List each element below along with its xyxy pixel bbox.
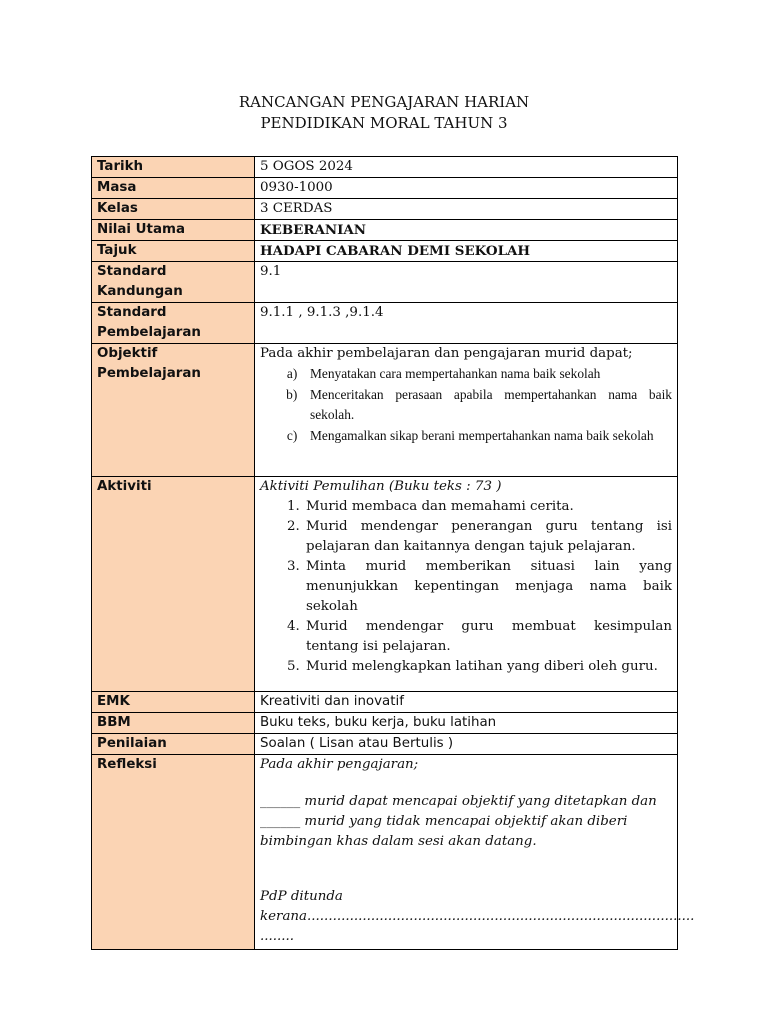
refleksi-line-5: PdP ditunda: [260, 889, 343, 904]
aktiviti-heading: Aktiviti Pemulihan (Buku teks : 73 ): [260, 479, 502, 494]
row-kelas: [92, 199, 678, 220]
aktiviti-item: 3. Minta murid memberikan situasi lain yang menunjukkan kepentingan menjaga nama baik sekolah: [304, 557, 672, 617]
row-penilaian: [92, 734, 678, 755]
value-aktiviti: [255, 477, 678, 692]
aktiviti-item: 1. Murid membaca dan memahami cerita.: [304, 497, 672, 517]
label-tarikh: Tarikh: [92, 157, 255, 178]
refleksi-line-3: ______ murid yang tidak mencapai objektif akan diberi: [260, 814, 628, 829]
label-refleksi: Refleksi: [92, 755, 255, 950]
label-objektif: [92, 344, 255, 477]
value-emk: Kreativiti dan inovatif: [255, 692, 678, 713]
aktiviti-item: 2. Murid mendengar penerangan guru tentang isi pelajaran dan kaitannya dengan tajuk pelajaran.: [304, 517, 672, 557]
value-kelas: 3 CERDAS: [255, 199, 678, 220]
label-sp-line-1: Standard: [97, 305, 167, 320]
refleksi-line-1: Pada akhir pengajaran;: [260, 757, 419, 772]
label-standard-pembelajaran: [92, 303, 255, 344]
row-aktiviti: [92, 477, 678, 692]
label-penilaian: Penilaian: [92, 734, 255, 755]
label-nilai-utama: Nilai Utama: [92, 220, 255, 241]
row-tarikh: [92, 157, 678, 178]
aktiviti-item: 4. Murid mendengar guru membuat kesimpulan tentang isi pelajaran.: [304, 617, 672, 657]
refleksi-line-7: ........: [260, 929, 295, 944]
label-aktiviti: Aktiviti: [92, 477, 255, 692]
row-objektif: [92, 344, 678, 477]
row-nilai-utama: [92, 220, 678, 241]
value-standard-pembelajaran: 9.1.1 , 9.1.3 ,9.1.4: [255, 303, 678, 344]
value-objektif: [255, 344, 678, 477]
value-nilai-utama: KEBERANIAN: [255, 220, 678, 241]
row-standard-pembelajaran: [92, 303, 678, 344]
label-masa: Masa: [92, 178, 255, 199]
label-emk: EMK: [92, 692, 255, 713]
row-standard-kandungan: [92, 262, 678, 303]
aktiviti-list: [260, 497, 672, 677]
row-tajuk: [92, 241, 678, 262]
value-bbm: Buku teks, buku kerja, buku latihan: [255, 713, 678, 734]
objektif-item: c. Mengamalkan sikap berani mempertahankan nama baik sekolah: [304, 426, 672, 447]
title-line-1: RANCANGAN PENGAJARAN HARIAN: [238, 93, 530, 111]
label-tajuk: Tajuk: [92, 241, 255, 262]
value-tajuk: HADAPI CABARAN DEMI SEKOLAH: [255, 241, 678, 262]
label-sp-line-2: Pembelajaran: [97, 325, 201, 340]
refleksi-line-4: bimbingan khas dalam sesi akan datang.: [260, 834, 537, 849]
refleksi-line-6: kerana...........................................................................................: [260, 909, 695, 924]
label-standard-kandungan: Standard Kandungan: [92, 262, 255, 303]
lesson-plan-table: [91, 156, 695, 950]
objektif-item: a. Menyatakan cara mempertahankan nama baik sekolah: [304, 364, 672, 385]
refleksi-line-2: ______ murid dapat mencapai objektif yang ditetapkan dan: [260, 794, 657, 809]
row-emk: [92, 692, 678, 713]
title-line-2: PENDIDIKAN MORAL TAHUN 3: [260, 114, 508, 132]
label-kelas: Kelas: [92, 199, 255, 220]
aktiviti-item: 5. Murid melengkapkan latihan yang diberi oleh guru.: [304, 657, 672, 677]
label-bbm: BBM: [92, 713, 255, 734]
row-refleksi: [92, 755, 678, 950]
value-standard-kandungan: 9.1: [255, 262, 678, 303]
value-masa: 0930-1000: [255, 178, 678, 199]
row-masa: [92, 178, 678, 199]
objektif-list: [260, 364, 672, 446]
objektif-intro: Pada akhir pembelajaran dan pengajaran murid dapat;: [260, 346, 633, 361]
value-penilaian: Soalan ( Lisan atau Bertulis ): [255, 734, 678, 755]
row-bbm: [92, 713, 678, 734]
value-tarikh: 5 OGOS 2024: [255, 157, 678, 178]
label-objektif-line-1: Objektif: [97, 346, 158, 361]
value-refleksi: [255, 755, 695, 950]
label-objektif-line-2: Pembelajaran: [97, 366, 201, 381]
objektif-item: b. Menceritakan perasaan apabila mempertahankan nama baik sekolah.: [304, 385, 672, 426]
document-title: [0, 92, 768, 134]
